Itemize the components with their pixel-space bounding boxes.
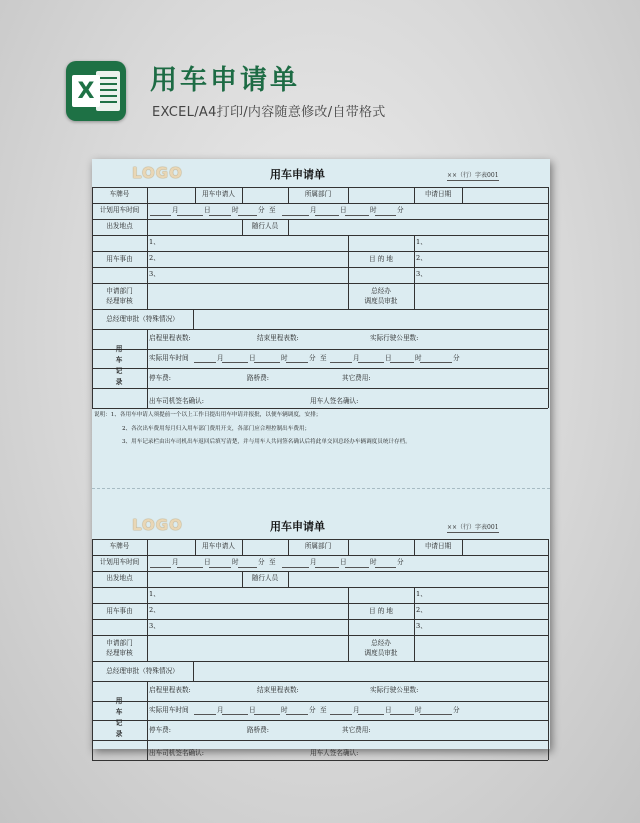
handler-approval-label: 总经办 调度员审批 [364,287,398,305]
time-day-label: 日 [340,558,347,566]
gm-approval-label: 总经理审批（特殊情况） [106,315,179,323]
time-month-label: 月 [172,206,179,214]
start-mileage-label: 启程里程表数: [149,334,191,342]
reason-item-1: 1、 [149,590,160,598]
time-blank[interactable] [315,567,339,568]
toll-label: 路桥费: [247,726,270,734]
apply-date-label: 申请日期 [424,542,452,550]
time-minute-label: 分 [309,354,316,362]
note-line: 3、用车记录栏由出车司机出车返回后填写清楚，并与用车人共同签名确认后将此单交回总经办车辆调度员统计存档。 [122,439,411,445]
time-blank[interactable] [358,714,384,715]
form-copy-2 [92,511,550,757]
time-blank[interactable] [345,215,369,216]
time-blank[interactable] [420,714,452,715]
apply-date-label: 申请日期 [424,190,452,198]
time-blank[interactable] [254,714,280,715]
note-line: 说明：1、各用车申请人须提前一个以上工作日提出用车申请并报批，以便车辆调度，安排； [94,412,322,418]
time-blank[interactable] [390,714,414,715]
note-line: 2、各次出车费用每月归入用车部门费用开支，各部门应合理控制出车费用； [122,425,311,432]
dept-label: 所属部门 [304,542,332,550]
time-blank[interactable] [282,567,309,568]
departure-label: 出发地点 [106,574,133,582]
time-hour-label: 时 [232,558,239,566]
time-to-label: 至 [320,354,327,362]
time-blank[interactable] [177,215,203,216]
time-blank[interactable] [375,215,396,216]
time-day-label: 日 [204,558,211,566]
time-blank[interactable] [222,714,248,715]
time-month-label: 月 [353,706,360,714]
time-blank[interactable] [315,215,339,216]
time-day-label: 日 [385,706,392,714]
actual-time-label: 实际用车时间 [149,706,189,714]
destination-label: 目 的 地 [369,607,393,615]
time-hour-label: 时 [370,558,377,566]
destination-item-2: 2、 [416,606,427,614]
time-blank[interactable] [286,362,308,363]
departure-label: 出发地点 [106,222,133,230]
time-blank[interactable] [209,567,231,568]
time-hour-label: 时 [281,706,288,714]
plan-time-label: 计划用车时间 [99,558,140,566]
notes [94,409,411,450]
time-blank[interactable] [358,362,384,363]
time-blank[interactable] [345,567,369,568]
time-day-label: 日 [204,206,211,214]
applicant-label: 用车申请人 [202,190,235,198]
time-month-label: 月 [217,706,224,714]
time-blank[interactable] [390,362,414,363]
excel-x-letter: X [72,75,100,107]
time-hour-label: 时 [232,206,239,214]
driver-sign-label: 出车司机签名确认: [149,749,204,757]
destination-item-2: 2、 [416,254,427,262]
time-blank[interactable] [177,567,203,568]
time-month-label: 月 [172,558,179,566]
time-blank[interactable] [375,567,396,568]
destination-item-1: 1、 [416,238,427,246]
user-sign-label: 用车人签名确认: [310,749,359,757]
reason-label: 用车事由 [106,607,133,615]
applicant-label: 用车申请人 [202,542,235,550]
actual-km-label: 实际行驶公里数: [370,334,419,342]
actual-time-label: 实际用车时间 [149,354,189,362]
end-mileage-label: 结束里程表数: [257,686,299,694]
other-label: 其它费用: [342,374,371,382]
time-blank[interactable] [209,215,231,216]
time-blank[interactable] [420,362,452,363]
gm-approval-label: 总经理审批（特殊情况） [106,667,179,675]
companions-label: 随行人员 [251,574,279,582]
time-blank[interactable] [238,215,257,216]
time-blank[interactable] [238,567,257,568]
time-blank[interactable] [330,362,352,363]
time-month-label: 月 [310,206,317,214]
time-minute-label: 分 [397,558,404,566]
form-code: ××（行）字表001 [447,172,499,179]
time-day-label: 日 [385,354,392,362]
time-hour-label: 时 [281,354,288,362]
plan-time-label: 计划用车时间 [99,206,140,214]
time-blank[interactable] [330,714,352,715]
handler-approval-label: 总经办 调度员审批 [364,639,398,657]
time-minute-label: 分 [453,706,460,714]
time-to-label: 至 [320,706,327,714]
other-label: 其它费用: [342,726,371,734]
time-to-label: 至 [269,558,276,566]
form-title: 用车申请单 [270,520,325,533]
time-day-label: 日 [340,206,347,214]
time-day-label: 日 [249,354,256,362]
dept-approval-label: 申请部门 经理审核 [106,287,133,305]
destination-item-3: 3、 [416,622,427,630]
logo: LOGO [132,164,183,182]
time-hour-label: 时 [370,206,377,214]
user-sign-label: 用车人签名确认: [310,397,359,405]
actual-km-label: 实际行驶公里数: [370,686,419,694]
companions-label: 随行人员 [251,222,279,230]
time-hour-label: 时 [415,706,422,714]
time-blank[interactable] [194,362,216,363]
time-blank[interactable] [222,362,248,363]
start-mileage-label: 启程里程表数: [149,686,191,694]
reason-item-2: 2、 [149,254,160,262]
cut-line [92,488,550,489]
plate-label: 车牌号 [109,542,130,550]
record-label: 用 车 记 录 [115,345,123,386]
time-blank[interactable] [282,215,309,216]
reason-item-3: 3、 [149,622,160,630]
logo: LOGO [132,516,183,534]
destination-label: 目 的 地 [369,255,393,263]
time-minute-label: 分 [258,206,265,214]
time-day-label: 日 [249,706,256,714]
form-copy-1 [92,159,550,489]
destination-item-3: 3、 [416,270,427,278]
parking-label: 停车费: [149,726,172,734]
dept-approval-label: 申请部门 经理审核 [106,639,133,657]
time-month-label: 月 [310,558,317,566]
reason-label: 用车事由 [106,255,133,263]
time-blank[interactable] [150,215,171,216]
form-title: 用车申请单 [270,168,325,181]
form-sheet [92,159,550,757]
time-month-label: 月 [217,354,224,362]
time-hour-label: 时 [415,354,422,362]
page-title: 用车申请单 [150,65,300,96]
reason-item-2: 2、 [149,606,160,614]
toll-label: 路桥费: [247,374,270,382]
dept-label: 所属部门 [304,190,332,198]
driver-sign-label: 出车司机签名确认: [149,397,204,405]
form-code: ××（行）字表001 [447,524,499,531]
time-minute-label: 分 [258,558,265,566]
plate-label: 车牌号 [109,190,130,198]
time-minute-label: 分 [309,706,316,714]
end-mileage-label: 结束里程表数: [257,334,299,342]
time-month-label: 月 [353,354,360,362]
time-to-label: 至 [269,206,276,214]
page-subtitle: EXCEL/A4打印/内容随意修改/自带格式 [152,105,386,120]
parking-label: 停车费: [149,374,172,382]
record-label: 用 车 记 录 [115,697,123,738]
time-blank[interactable] [254,362,280,363]
time-minute-label: 分 [453,354,460,362]
excel-icon [66,61,126,121]
time-blank[interactable] [150,567,171,568]
time-blank[interactable] [286,714,308,715]
destination-item-1: 1、 [416,590,427,598]
reason-item-1: 1、 [149,238,160,246]
reason-item-3: 3、 [149,270,160,278]
time-blank[interactable] [194,714,216,715]
time-minute-label: 分 [397,206,404,214]
